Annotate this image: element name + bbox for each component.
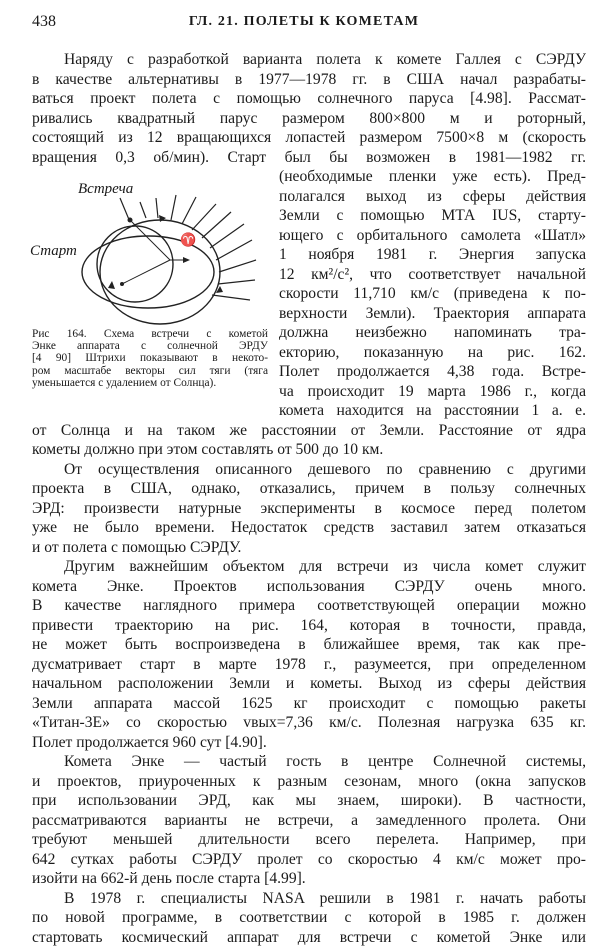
text-line: комета Энке. Проектов использования СЭРДУ очень много. bbox=[32, 577, 586, 597]
text-line: скорости 11,710 км/с (приведена к по- bbox=[279, 284, 586, 304]
text-line: Комета Энке — частый гость в центре Солнечной системы, bbox=[64, 752, 586, 772]
text-line: при использовании ЭРД, как мы знаем, широки). В частности, bbox=[32, 791, 586, 811]
text-line: уже не было времени. Недостаток средств заставил затем отказаться bbox=[32, 518, 586, 538]
text-line: полагался выход из сферы действия bbox=[279, 187, 586, 207]
caption-line: [4 90] Штрихи показывают в некото- bbox=[32, 352, 268, 364]
figure-164 bbox=[30, 180, 266, 330]
text-line: екторию, показанную на рис. 162. bbox=[279, 343, 586, 363]
label-meeting: Встреча bbox=[78, 181, 133, 198]
text-line: начальном расположении Земли и кометы. Выход из сферы действия bbox=[32, 674, 586, 694]
text-line: верхности Земли). Траектория аппарата bbox=[279, 304, 586, 324]
page-number: 438 bbox=[32, 13, 56, 31]
text-line: В качестве наглядного примера соответствующей операции можно bbox=[32, 596, 586, 616]
text-line: в качестве альтернативы в 1977—1978 гг. в США начал разрабаты- bbox=[32, 70, 586, 90]
text-line: кометы должно при этом составлять от 500 до 10 км. bbox=[32, 440, 586, 460]
caption-line: Энке аппарата с солнечной ЭРДУ bbox=[32, 340, 268, 352]
page-header bbox=[32, 13, 576, 37]
text-line: дусматривает старт в марте 1978 г., разумеется, при определенном bbox=[32, 655, 586, 675]
text-line: проекта в США, однако, отказались, причем в пользу солнечных bbox=[32, 479, 586, 499]
text-line: и проектов, приуроченных к разным сезонам, много (окна запусков bbox=[32, 772, 586, 792]
text-line: комета находится на расстоянии 1 а. е. bbox=[279, 401, 586, 421]
radius-lines bbox=[122, 220, 188, 284]
figure-caption bbox=[32, 328, 268, 389]
text-line: В 1978 г. специалисты NASA решили в 1981 г. начать работы bbox=[64, 889, 586, 909]
text-line: по новой программе, в соответствии с которой в 1985 г. должен bbox=[32, 908, 586, 928]
text-line: вращения 0,3 об/мин). Старт был бы возможен в 1981—1982 гг. bbox=[32, 148, 586, 168]
meeting-point bbox=[128, 218, 133, 223]
text-line: Земли аппарата массой 1625 кг происходит с помощью ракеты bbox=[32, 694, 586, 714]
text-line: изойти на 662-й день после старта [4.99]. bbox=[32, 869, 586, 889]
text-line: ваться проект полета с помощью солнечного паруса [4.98]. Рассмат- bbox=[32, 89, 586, 109]
text-line: «Титан-3Е» со скоростью vвых=7,36 км/с. Полезная нагрузка 635 кг. bbox=[32, 713, 586, 733]
text-line: Наряду с разработкой варианта полета к комете Галлея с СЭРДУ bbox=[64, 50, 586, 70]
text-line: состоящий из 12 вращающихся лопастей размером 7500×8 м (скорость bbox=[32, 128, 586, 148]
text-line: от Солнца и на таком же расстоянии от Земли. Расстояние от ядра bbox=[32, 421, 586, 441]
sun-icon: ♈ bbox=[180, 232, 196, 248]
caption-line: уменьшается с удалением от Солнца). bbox=[32, 377, 268, 389]
text-line: Полет продолжается 4,38 года. Встре- bbox=[279, 362, 586, 382]
text-line: и от полета с помощью СЭРДУ. bbox=[32, 538, 586, 558]
text-line: не может быть воспроизведена в ближайшее время, так как пре- bbox=[32, 635, 586, 655]
text-line: 1 ноября 1981 г. Энергия запуска bbox=[279, 245, 586, 265]
text-line: ривались квадратный парус размером 800×800 м и роторный, bbox=[32, 109, 586, 129]
text-line: ча происходит 19 марта 1986 г., когда bbox=[279, 382, 586, 402]
start-point bbox=[120, 282, 124, 286]
text-line: Другим важнейшим объектом для встречи из числа комет служит bbox=[64, 557, 586, 577]
caption-line: ром масштабе векторы сил тяги (тяга bbox=[32, 365, 268, 377]
text-line: ЭРД: произвести натурные эксперименты в космосе перед полетом bbox=[32, 499, 586, 519]
text-line: 642 сутках работы СЭРДУ пролет со скоростью 4 км/с может про- bbox=[32, 850, 586, 870]
text-line: требуют меньшей длительности всего перелета. Например, при bbox=[32, 830, 586, 850]
text-line: стартовать космический аппарат для встречи с кометой Энке или bbox=[32, 928, 586, 947]
text-line: 12 км²/с², что соответствует начальной bbox=[279, 265, 586, 285]
running-head: ГЛ. 21. ПОЛЕТЫ К КОМЕТАМ bbox=[32, 14, 576, 30]
text-line: От осуществления описанного дешевого по сравнению с другими bbox=[64, 460, 586, 480]
text-line: привести траекторию на рис. 164, которая в точности, правда, bbox=[32, 616, 586, 636]
text-line: рассматриваются варианты не встречи, а замедленного пролета. Они bbox=[32, 811, 586, 831]
text-line: должна неизбежно напоминать тра- bbox=[279, 323, 586, 343]
text-line: Полет продолжается 960 сут [4.90]. bbox=[32, 733, 586, 753]
text-line: ющего с орбитального самолета «Шатл» bbox=[279, 226, 586, 246]
label-start: Старт bbox=[30, 243, 77, 260]
text-line: (необходимые пленки уже есть). Пред- bbox=[279, 167, 586, 187]
caption-line: Рис 164. Схема встречи с кометой bbox=[32, 328, 268, 340]
text-line: Земли с помощью МТА IUS, старту- bbox=[279, 206, 586, 226]
